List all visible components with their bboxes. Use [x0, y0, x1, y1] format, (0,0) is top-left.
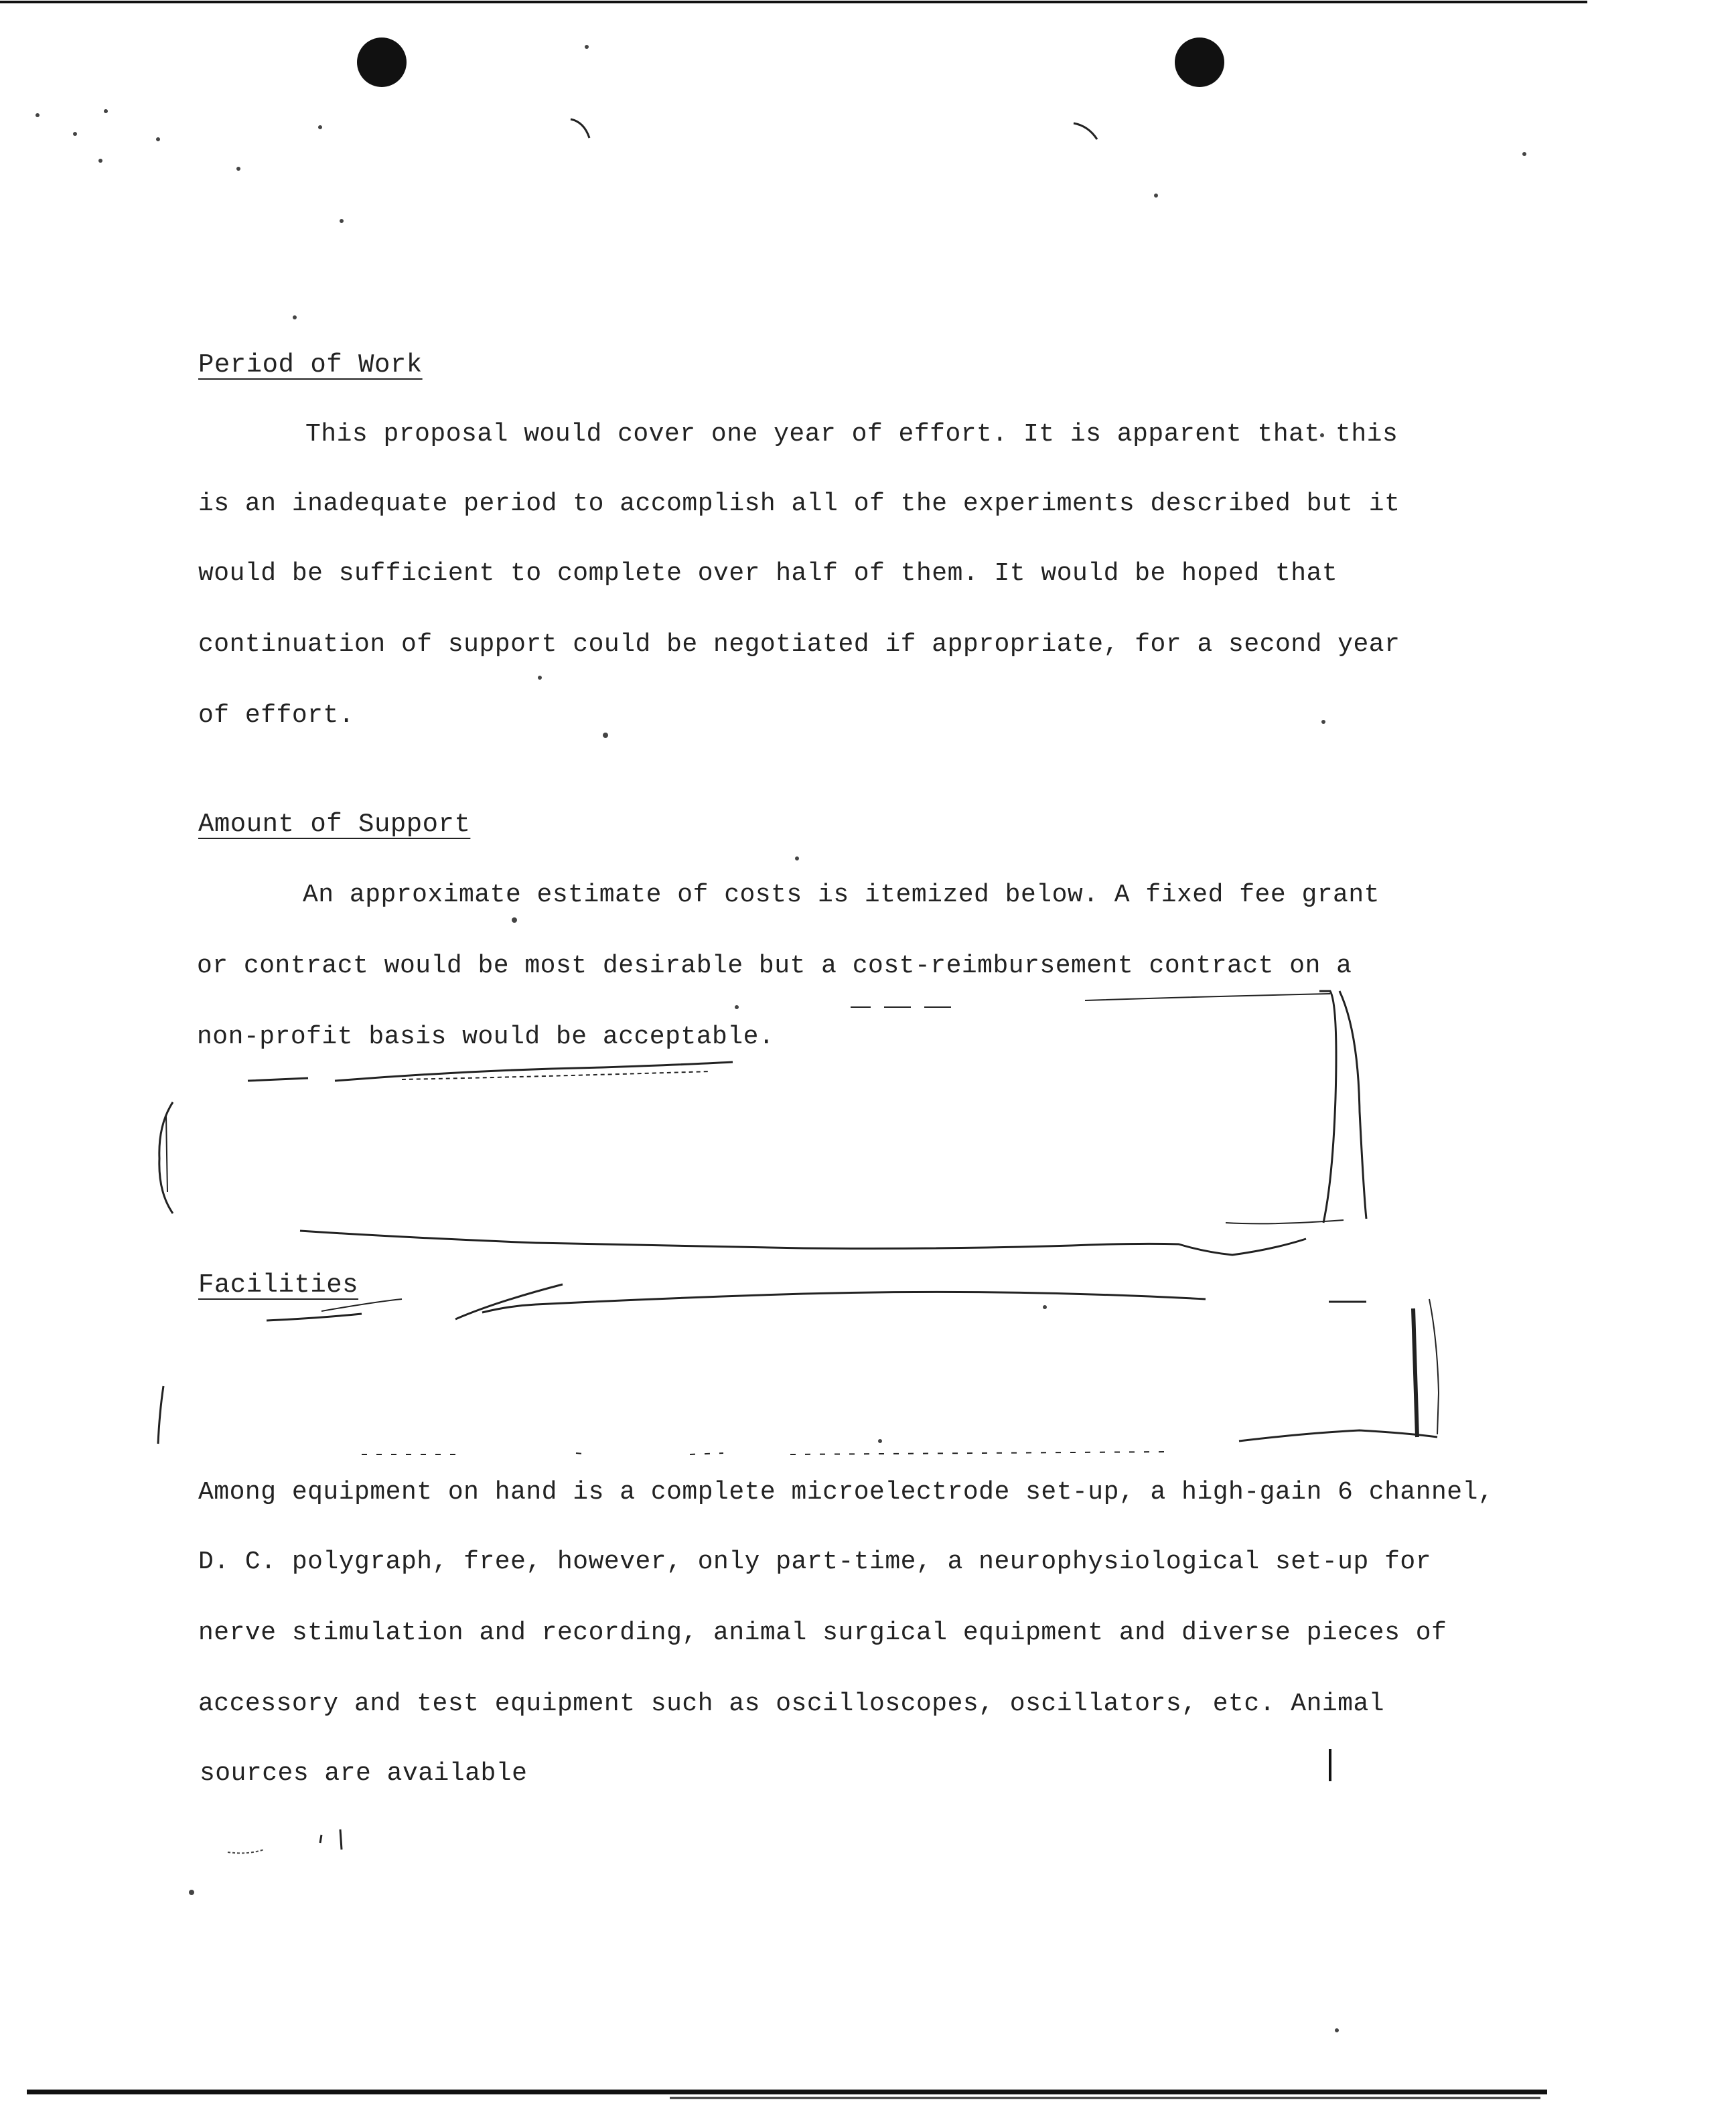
tick-mark-right	[1074, 123, 1097, 139]
facilities-line-4: accessory and test equipment such as oscilloscopes, oscillators, etc. Animal	[198, 1689, 1385, 1718]
tick-mark-left	[571, 119, 589, 138]
facilities-line-1: Among equipment on hand is a complete microelectrode set-up, a high-gain 6 channel,	[198, 1478, 1494, 1507]
period-line-5: of effort.	[198, 701, 355, 730]
amount-of-support-heading: Amount of Support	[198, 810, 471, 839]
facilities-heading: Facilities	[198, 1270, 359, 1300]
support-line-1: An approximate estimate of costs is itemized below. A fixed fee grant	[303, 881, 1380, 909]
support-line-2: or contract would be most desirable but a cost-reimbursement contract on a	[197, 952, 1352, 980]
punch-hole-left	[357, 37, 407, 87]
period-line-3: would be sufficient to complete over half of them. It would be hoped that	[198, 559, 1338, 588]
facilities-line-5: sources are available	[200, 1759, 528, 1788]
punch-hole-right	[1175, 37, 1224, 87]
facilities-line-2: D. C. polygraph, free, however, only part-time, a neurophysiological set-up for	[198, 1548, 1431, 1576]
smudge-mark	[228, 1850, 264, 1853]
small-marks	[320, 1829, 342, 1850]
period-line-2: is an inadequate period to accomplish all of the experiments described but it	[198, 490, 1400, 518]
period-line-1: This proposal would cover one year of effort. It is apparent that this	[305, 420, 1398, 449]
period-line-4: continuation of support could be negotiated if appropriate, for a second year	[198, 630, 1400, 659]
facilities-line-3: nerve stimulation and recording, animal surgical equipment and diverse pieces of	[198, 1619, 1447, 1647]
period-of-work-heading: Period of Work	[198, 350, 423, 380]
facilities-bracket-marks	[158, 1284, 1439, 1454]
support-line-3: non-profit basis would be acceptable.	[197, 1023, 775, 1051]
